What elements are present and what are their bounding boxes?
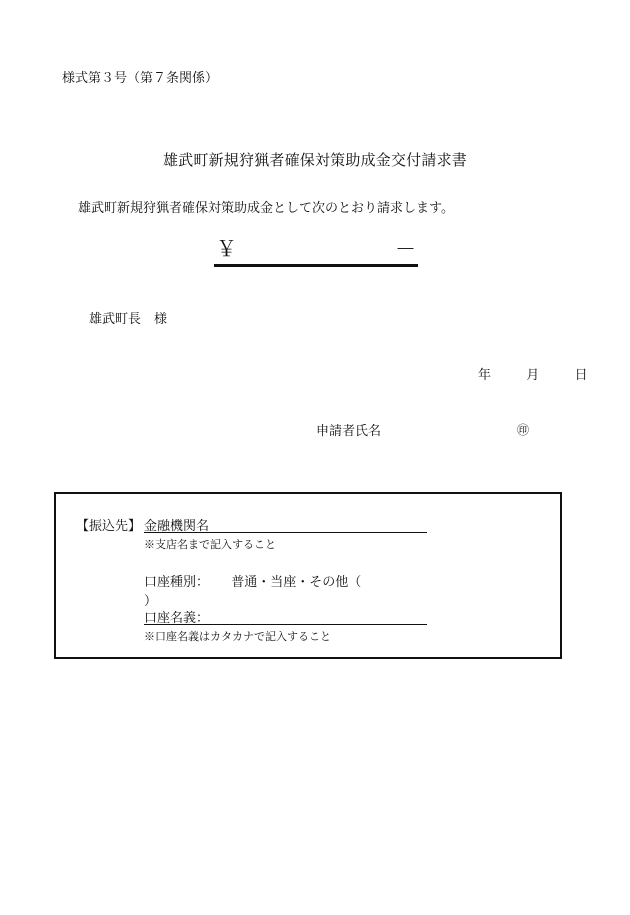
document-title: 雄武町新規狩猟者確保対策助成金交付請求書 [162,151,467,169]
bank-section-label: 【振込先】 [76,519,142,534]
form-number: 様式第３号（第７条関係） [62,71,219,86]
account-type-field[interactable] [144,571,444,609]
account-name-field[interactable] [144,607,427,625]
account-name-label: 口座名義： [144,611,210,626]
addressee: 雄武町長 様 [89,312,168,327]
account-type-close: ） [144,594,158,609]
seal-mark: ㊞ [517,423,530,437]
institution-name-field[interactable] [144,515,427,533]
date-year-label: 年 [478,368,492,383]
bank-transfer-box [54,492,562,659]
applicant-name-label: 申請者氏名 [316,424,382,439]
account-type-options: 普通・当座・その他（ [231,575,362,590]
account-type-label: 口座種別： [144,575,210,590]
institution-name-label: 金融機関名 [144,519,210,534]
amount-dash: － [395,237,416,261]
amount-field[interactable] [214,236,418,267]
account-name-note: ※口座名義はカタカナで記入すること [144,630,331,643]
yen-sign: ￥ [216,237,237,261]
institution-note: ※支店名まで記入すること [144,538,276,551]
intro-text: 雄武町新規狩猟者確保対策助成金として次のとおり請求します。 [78,201,454,216]
date-row[interactable] [478,364,588,383]
date-month-label: 月 [526,368,540,383]
date-day-label: 日 [574,368,588,383]
